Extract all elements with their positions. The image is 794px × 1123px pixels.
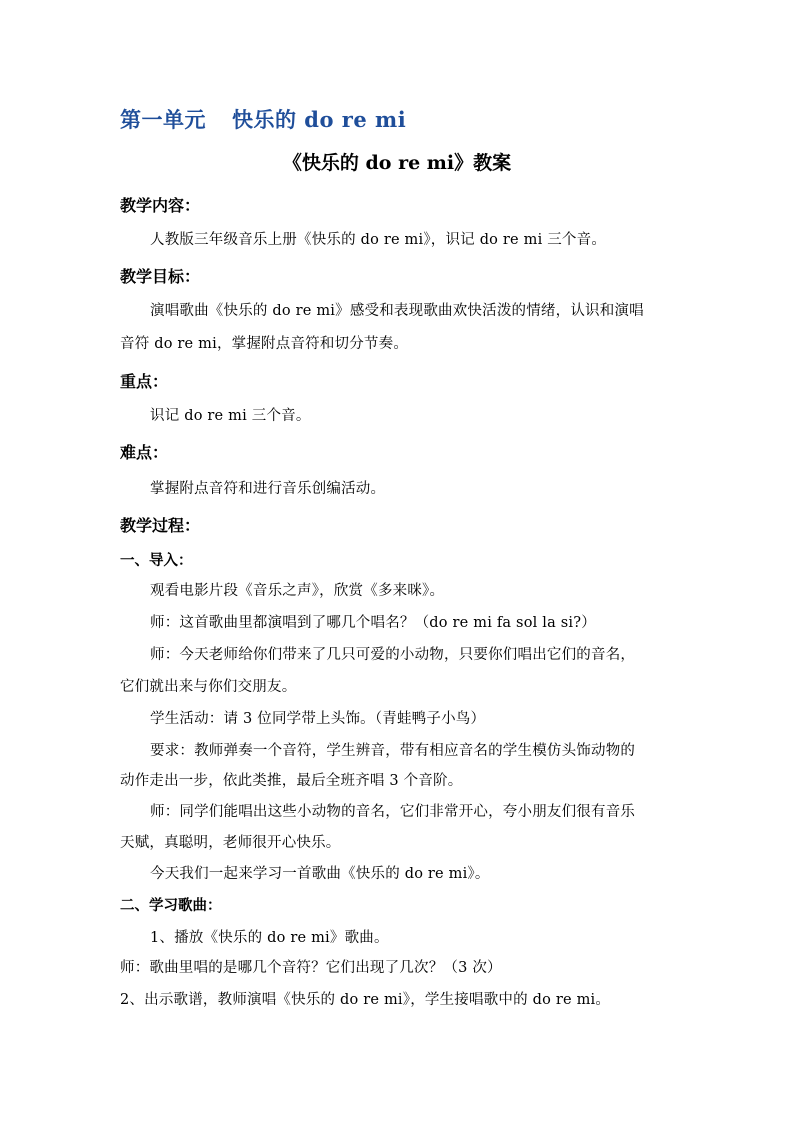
unit-name: 快乐的 do re mi <box>232 107 407 132</box>
heading-difficulty: 难点： <box>120 443 169 462</box>
content-text: 人教版三年级音乐上册《快乐的 do re mi》，识记 do re mi 三个音。 <box>150 232 607 248</box>
unit-number: 第一单元 <box>120 107 206 132</box>
goals-line-2: 音符 do re mi，掌握附点音符和切分节奏。 <box>120 336 409 352</box>
intro-line-8: 师：同学们能唱出这些小动物的音名，它们非常开心，夸小朋友们很有音乐 <box>150 804 636 820</box>
learn-line-3: 2、出示歌谱，教师演唱《快乐的 do re mi》，学生接唱歌中的 do re mi。 <box>120 992 611 1008</box>
learn-line-2: 师：歌曲里唱的是哪几个音符？它们出现了几次？（3 次） <box>120 960 502 976</box>
intro-line-7: 动作走出一步，依此类推，最后全班齐唱 3 个音阶。 <box>120 773 463 789</box>
intro-line-9: 天赋，真聪明，老师很开心快乐。 <box>120 835 341 851</box>
heading-key: 重点： <box>120 372 169 391</box>
difficulty-text: 掌握附点音符和进行音乐创编活动。 <box>150 481 386 497</box>
goals-line-1: 演唱歌曲《快乐的 do re mi》感受和表现歌曲欢快活泼的情绪，认识和演唱 <box>150 303 644 319</box>
intro-line-1: 观看电影片段《音乐之声》，欣赏《多来咪》。 <box>150 583 445 599</box>
heading-process: 教学过程： <box>120 516 201 535</box>
learn-line-1: 1、播放《快乐的 do re mi》歌曲。 <box>150 930 389 946</box>
intro-line-2: 师：这首歌曲里都演唱到了哪几个唱名？（do re mi fa sol la si?） <box>150 615 596 631</box>
intro-line-10: 今天我们一起来学习一首歌曲《快乐的 do re mi》。 <box>150 866 490 882</box>
unit-title <box>120 104 406 134</box>
heading-learn-song: 二、学习歌曲： <box>120 897 222 914</box>
intro-line-5: 学生活动：请 3 位同学带上头饰。（青蛙鸭子小鸟） <box>150 711 486 727</box>
document-title: 《快乐的 do re mi》教案 <box>282 152 512 174</box>
heading-goals: 教学目标： <box>120 267 201 286</box>
key-text: 识记 do re mi 三个音。 <box>150 408 311 424</box>
heading-intro: 一、导入： <box>120 552 193 569</box>
intro-line-3: 师：今天老师给你们带来了几只可爱的小动物，只要你们唱出它们的音名， <box>150 647 636 663</box>
intro-line-4: 它们就出来与你们交朋友。 <box>120 679 297 695</box>
heading-content: 教学内容： <box>120 196 201 215</box>
intro-line-6: 要求：教师弹奏一个音符，学生辨音，带有相应音名的学生模仿头饰动物的 <box>150 743 636 759</box>
